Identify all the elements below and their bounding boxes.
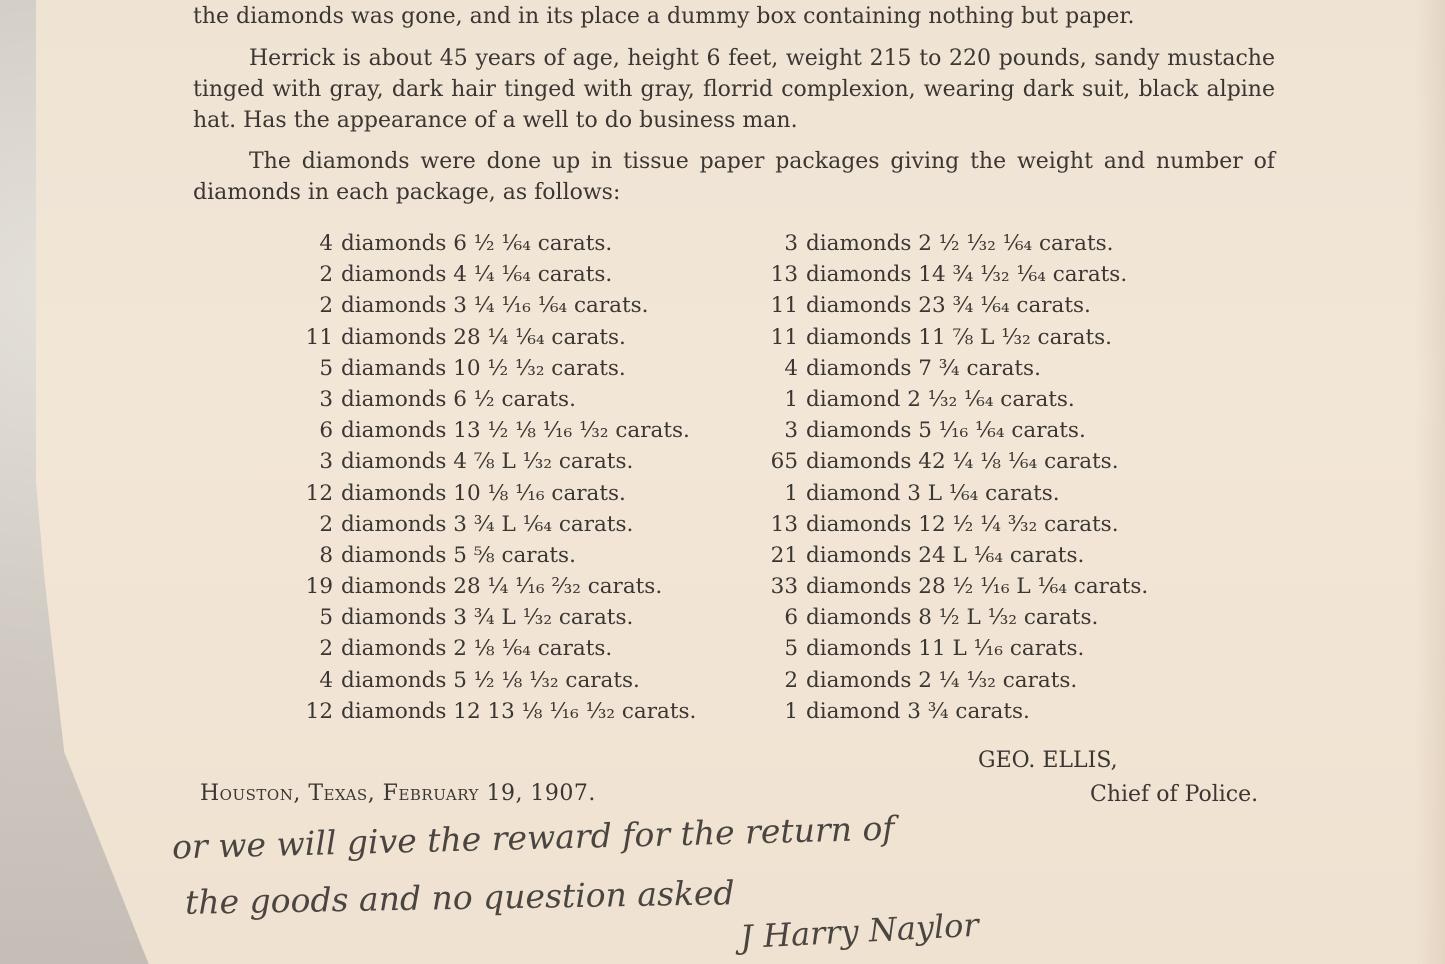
package-weight: diamonds 28 ¼ ¹⁄₆₄ carats. [341,324,626,350]
package-weight: diamonds 8 ½ L ¹⁄₃₂ carats. [806,605,1099,631]
package-weight: diamonds 4 ⅞ L ¹⁄₃₂ carats. [341,449,634,475]
package-count: 21 [770,542,798,568]
package-count: 2 [319,293,333,319]
package-weight: diamonds 13 ½ ⅛ ¹⁄₁₆ ¹⁄₃₂ carats. [341,418,690,444]
package-row [300,228,730,259]
package-weight: diamonds 5 ¹⁄₁₆ ¹⁄₆₄ carats. [806,418,1086,444]
package-weight: diamonds 10 ⅛ ¹⁄₁₆ carats. [341,480,626,506]
package-count: 12 [305,698,333,724]
package-count: 4 [319,231,333,256]
package-row [300,696,730,727]
package-weight: diamonds 5 ⅝ carats. [341,542,576,568]
package-row [300,290,730,321]
chief-name: GEO. ELLIS, [978,748,1118,773]
package-count: 3 [319,386,333,412]
package-count: 5 [319,355,333,381]
package-weight: diamonds 24 L ¹⁄₆₄ carats. [806,542,1085,568]
package-weight: diamonds 6 ½ ¹⁄₆₄ carats. [341,231,613,256]
paragraph-package-intro: The diamonds were done up in tissue paper packages giving the weight and number of diamonds in each package, as follows: [193,149,1275,205]
paragraph-dummy-box: the diamonds was gone, and in its place a dummy box containing nothing but paper. [193,4,1135,29]
package-count: 5 [784,636,798,662]
chief-title: Chief of Police. [1090,782,1259,807]
handwritten-line-1: or we will give the reward for the return of [171,808,895,867]
package-weight: diamonds 4 ¼ ¹⁄₆₄ carats. [341,262,613,288]
package-count: 2 [784,667,798,693]
package-row [765,290,1185,321]
package-count: 4 [319,667,333,693]
package-count: 5 [319,605,333,631]
package-weight: diamond 2 ¹⁄₃₂ ¹⁄₆₄ carats. [806,386,1075,412]
package-weight: diamonds 14 ¾ ¹⁄₃₂ ¹⁄₆₄ carats. [806,262,1128,288]
package-row [300,322,730,353]
package-row [765,696,1185,727]
package-weight: diamonds 6 ½ carats. [341,386,576,412]
package-count: 11 [770,293,798,319]
package-row [300,353,730,384]
package-weight: diamonds 28 ¼ ¹⁄₁₆ ²⁄₃₂ carats. [341,574,663,600]
place-date-text: Houston, Texas, February 19, 1907. [200,781,596,806]
place-date [200,781,596,806]
package-count: 12 [305,480,333,506]
package-list-right [765,228,1185,727]
package-weight: diamonds 7 ¾ carats. [806,355,1041,381]
package-count: 3 [319,449,333,475]
package-row [765,415,1185,446]
package-row [765,353,1185,384]
package-list-left [300,228,730,727]
package-row [765,509,1185,540]
package-weight: diamonds 28 ½ ¹⁄₁₆ L ¹⁄₆₄ carats. [806,574,1149,600]
package-row [300,571,730,602]
package-row [765,259,1185,290]
package-row [300,259,730,290]
package-row [300,384,730,415]
package-row [765,602,1185,633]
package-row [300,509,730,540]
package-count: 2 [319,511,333,537]
package-row [300,446,730,477]
package-row [765,665,1185,696]
paragraph-suspect-description: Herrick is about 45 years of age, height 6 feet, weight 215 to 220 pounds, sandy mustache tinged with gray, dark hair tinged with gray, florrid complexion, wearing dark suit, black alpine hat. Has the appearance of a well to do business man. [193,46,1275,133]
package-weight: diamonds 3 ¾ L ¹⁄₆₄ carats. [341,511,634,537]
package-count: 33 [770,574,798,600]
package-weight: diamonds 3 ¾ L ¹⁄₃₂ carats. [341,605,634,631]
package-row [300,415,730,446]
package-weight: diamonds 2 ¼ ¹⁄₃₂ carats. [806,667,1078,693]
package-count: 11 [305,324,333,350]
package-weight: diamonds 23 ¾ ¹⁄₆₄ carats. [806,293,1091,319]
handwritten-line-2: the goods and no question asked [184,873,735,922]
package-count: 1 [784,386,798,412]
package-row [300,633,730,664]
package-count: 3 [784,231,798,256]
package-count: 8 [319,542,333,568]
package-count: 19 [305,574,333,600]
package-row [765,633,1185,664]
package-count: 3 [784,418,798,444]
package-row [765,446,1185,477]
package-row [765,228,1185,259]
package-weight: diamonds 12 ½ ¼ ³⁄₃₂ carats. [806,511,1119,537]
package-count: 1 [784,480,798,506]
package-count: 11 [770,324,798,350]
package-weight: diamonds 11 ⅞ L ¹⁄₃₂ carats. [806,324,1112,350]
package-count: 2 [319,636,333,662]
package-row [765,384,1185,415]
package-weight: diamonds 3 ¼ ¹⁄₁₆ ¹⁄₆₄ carats. [341,293,649,319]
package-count: 65 [770,449,798,475]
package-row [300,478,730,509]
package-row [300,665,730,696]
package-count: 4 [784,355,798,381]
package-count: 1 [784,698,798,724]
package-row [765,322,1185,353]
package-row [765,540,1185,571]
package-row [765,478,1185,509]
package-row [765,571,1185,602]
package-count: 6 [784,605,798,631]
package-weight: diamonds 2 ½ ¹⁄₃₂ ¹⁄₆₄ carats. [806,231,1114,256]
package-count: 13 [770,511,798,537]
package-weight: diamonds 2 ⅛ ¹⁄₆₄ carats. [341,636,613,662]
package-count: 2 [319,262,333,288]
package-weight: diamonds 11 L ¹⁄₁₆ carats. [806,636,1085,662]
package-count: 13 [770,262,798,288]
package-weight: diamond 3 ¾ carats. [806,698,1030,724]
package-row [300,602,730,633]
package-weight: diamands 10 ½ ¹⁄₃₂ carats. [341,355,626,381]
package-weight: diamond 3 L ¹⁄₆₄ carats. [806,480,1060,506]
package-count: 6 [319,418,333,444]
package-row [300,540,730,571]
package-weight: diamonds 5 ½ ⅛ ¹⁄₃₂ carats. [341,667,640,693]
package-weight: diamonds 12 13 ⅛ ¹⁄₁₆ ¹⁄₃₂ carats. [341,698,697,724]
handwritten-signature: J Harry Naylor [739,905,980,957]
package-weight: diamonds 42 ¼ ⅛ ¹⁄₆₄ carats. [806,449,1119,475]
